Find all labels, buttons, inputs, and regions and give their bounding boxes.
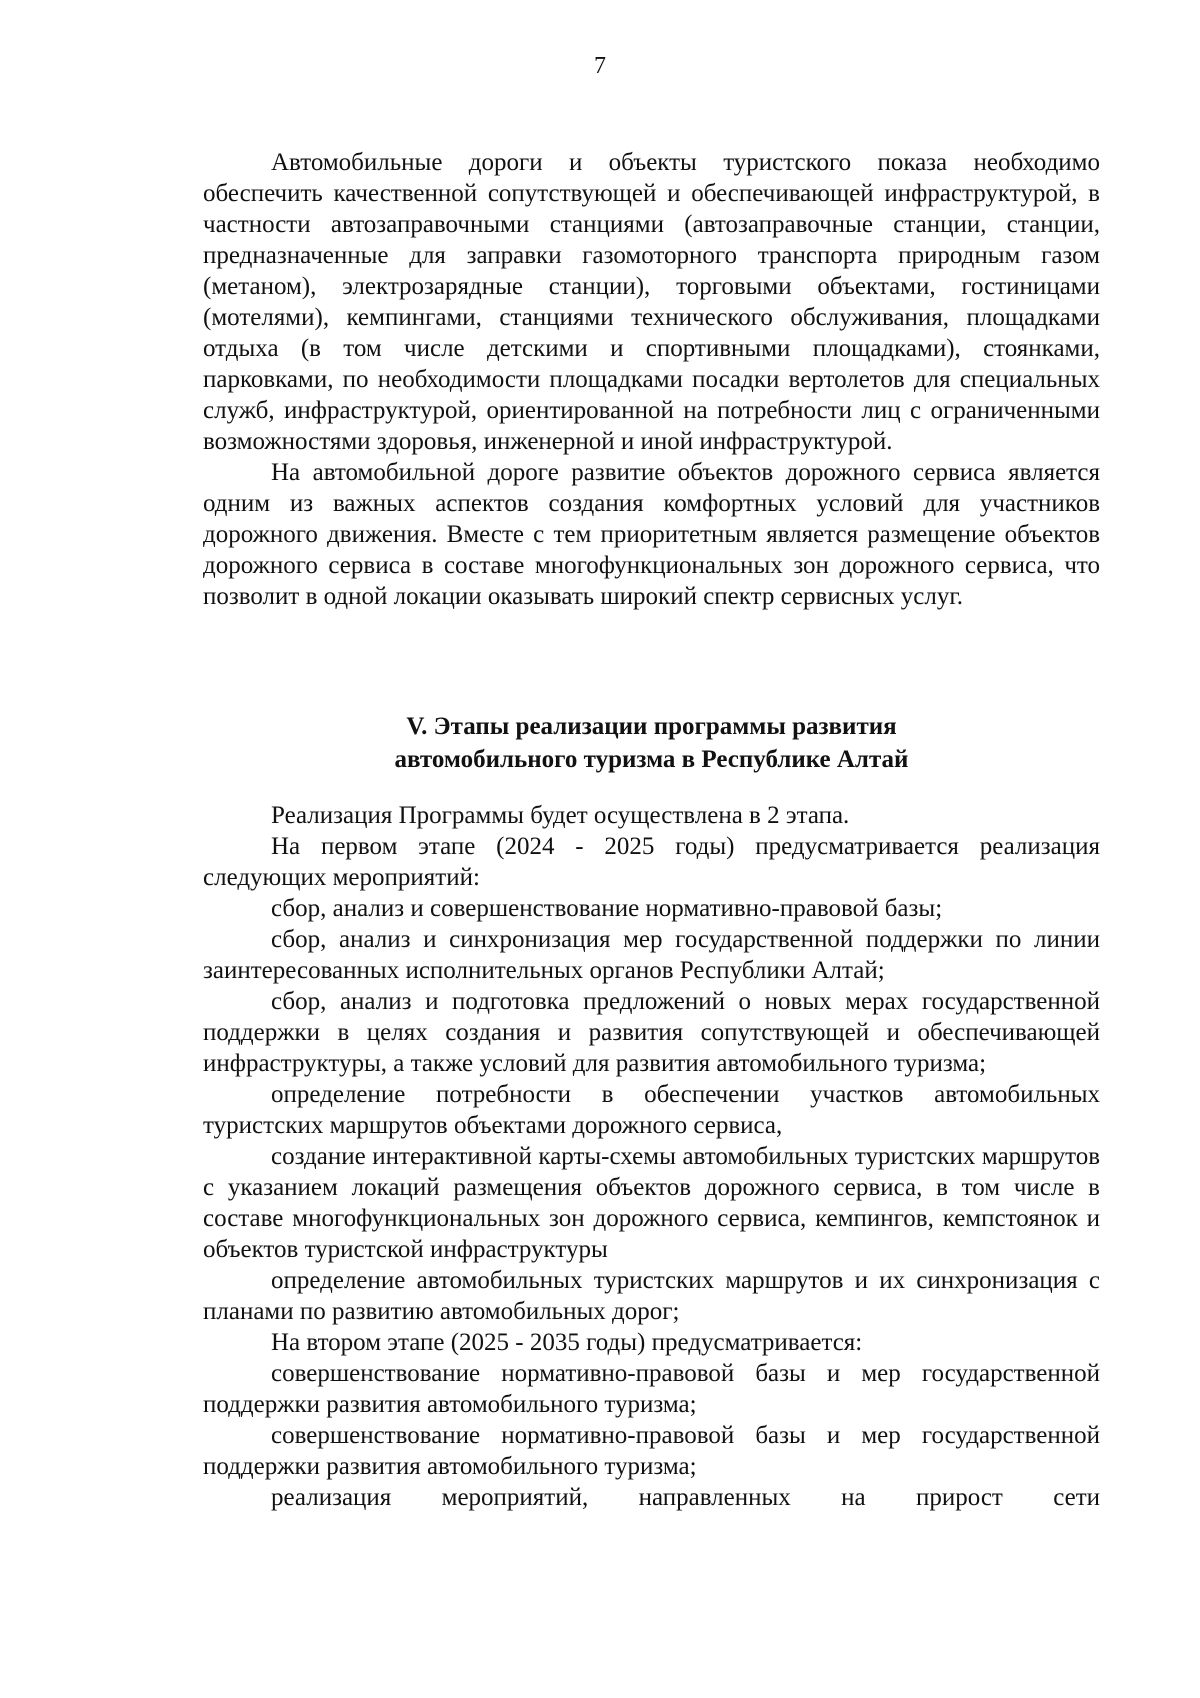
paragraph: Реализация Программы будет осуществлена в 2 этапа. (271, 802, 850, 829)
list-item: сбор, анализ и синхронизация мер государственной поддержки по линии заинтересованных исполнительных органов Республики Алтай; (203, 926, 1100, 984)
paragraph: На втором этапе (2025 - 2035 годы) предусматривается: (271, 1329, 863, 1356)
list-item: совершенствование нормативно-правовой базы и мер государственной поддержки развития автомобильного туризма; (203, 1360, 1100, 1418)
paragraph: Автомобильные дороги и объекты туристского показа необходимо обеспечить качественной сопутствующей и обеспечивающей инфраструктурой, в частности автозаправочными станциями (автозаправочные станции, станции, предназначенные для заправки газомоторного транспорта природным газом (метаном), электрозарядные станции), торговыми объектами, гостиницами (мотелями), кемпингами, станциями технического обслуживания, площадками отдыха (в том числе детскими и спортивными площадками), стоянками, парковками, по необходимости площадками посадки вертолетов для специальных служб, инфраструктурой, ориентированной на потребности лиц с ограниченными возможностями здоровья, инженерной и иной инфраструктурой. (203, 149, 1100, 455)
section-heading-line-2: автомобильного туризма в Республике Алтай (394, 746, 909, 773)
body-text-top (203, 147, 1100, 612)
list-item: определение автомобильных туристских маршрутов и их синхронизация с планами по развитию автомобильных дорог; (203, 1267, 1100, 1325)
list-item: сбор, анализ и совершенствование нормативно-правовой базы; (271, 895, 943, 922)
list-item: создание интерактивной карты-схемы автомобильных туристских маршрутов с указанием локаций размещения объектов дорожного сервиса, в том числе в составе многофункциональных зон дорожного сервиса, кемпингов, кемпстоянок и объектов туристской инфраструктуры (203, 1143, 1100, 1263)
list-item: совершенствование нормативно-правовой базы и мер государственной поддержки развития автомобильного туризма; (203, 1422, 1100, 1480)
body-text-bottom (203, 800, 1100, 1513)
paragraph: На автомобильной дороге развитие объектов дорожного сервиса является одним из важных аспектов создания комфортных условий для участников дорожного движения. Вместе с тем приоритетным является размещение объектов дорожного сервиса в составе многофункциональных зон дорожного сервиса, что позволит в одной локации оказывать широкий спектр сервисных услуг. (203, 459, 1100, 610)
list-item: реализация мероприятий, направленных на прирост сети (271, 1484, 1100, 1511)
section-heading-line-1: V. Этапы реализации программы развития (406, 713, 897, 740)
paragraph: На первом этапе (2024 - 2025 годы) предусматривается реализация следующих мероприятий: (203, 833, 1100, 891)
page-number: 7 (594, 53, 606, 79)
list-item: сбор, анализ и подготовка предложений о новых мерах государственной поддержки в целях создания и развития сопутствующей и обеспечивающей инфраструктуры, а также условий для развития автомобильного туризма; (203, 988, 1100, 1077)
list-item: определение потребности в обеспечении участков автомобильных туристских маршрутов объектами дорожного сервиса, (203, 1081, 1100, 1139)
section-heading (203, 710, 1100, 776)
